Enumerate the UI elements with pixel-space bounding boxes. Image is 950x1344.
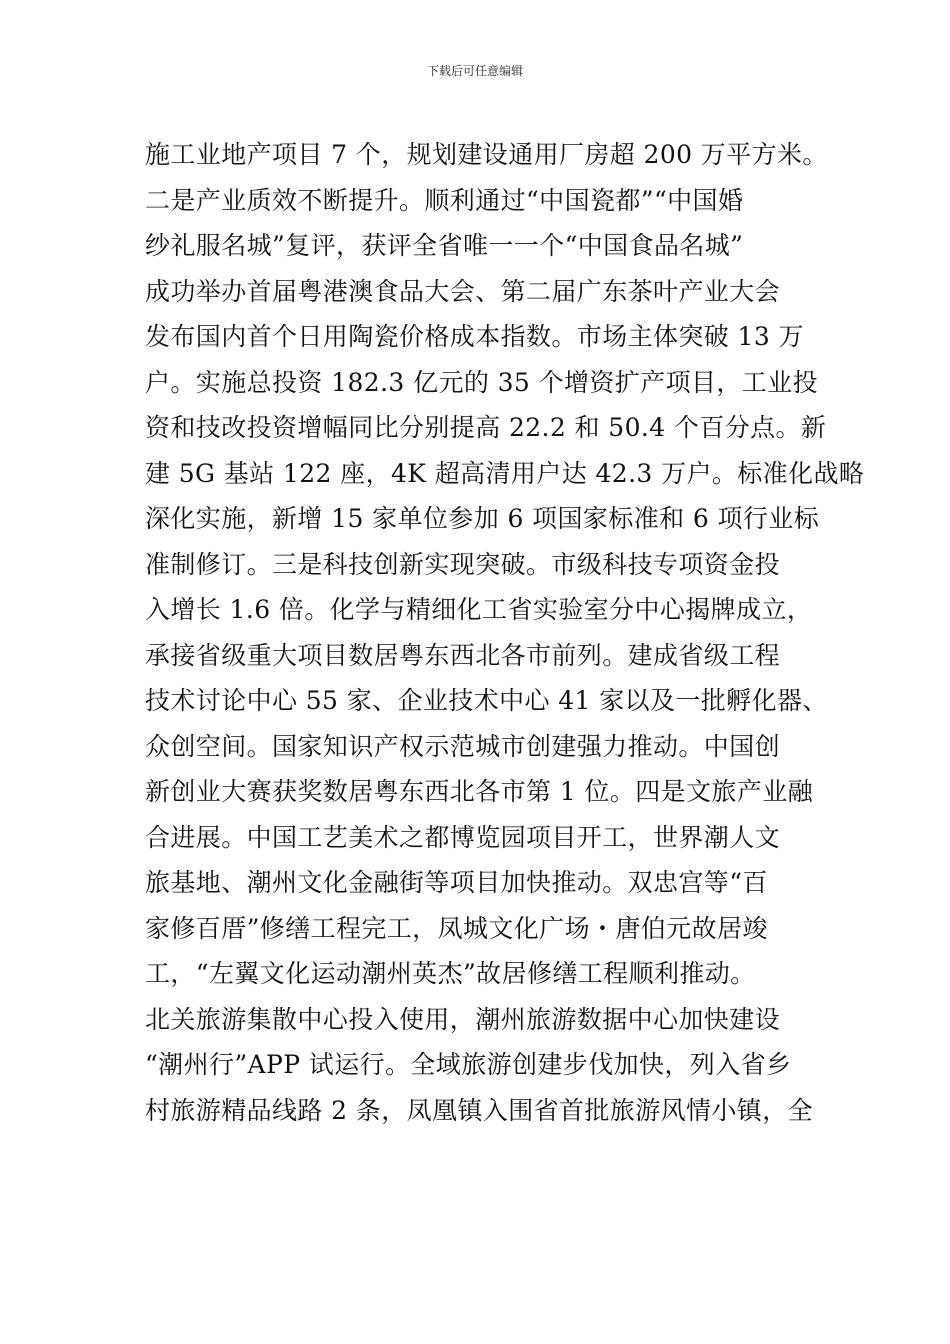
body-line: 承接省级重大项目数居粤东西北各市前列。建成省级工程: [145, 640, 781, 670]
body-line: 北关旅游集散中心投入使用，潮州旅游数据中心加快建设: [145, 1004, 781, 1034]
body-line: 建 5G 基站 122 座，4K 超高清用户达 42.3 万户。标准化战略: [145, 458, 865, 488]
body-line: 户。实施总投资 182.3 亿元的 35 个增资扩产项目，工业投: [145, 367, 818, 397]
document-body: [145, 132, 865, 1133]
body-line: 新创业大赛获奖数居粤东西北各市第 1 位。四是文旅产业融: [145, 777, 814, 806]
body-line: 家修百厝”修缮工程完工，凤城文化广场・唐伯元故居竣: [145, 913, 768, 943]
body-line: 资和技改投资增幅同比分别提高 22.2 和 50.4 个百分点。新: [145, 413, 827, 442]
body-line: 众创空间。国家知识产权示范城市创建强力推动。中国创: [145, 731, 781, 761]
body-line: 村旅游精品线路 2 条，凤凰镇入围省首批旅游风情小镇，全: [145, 1095, 814, 1125]
body-line: 纱礼服名城”复评，获评全省唯一一个“中国食品名城”: [145, 231, 744, 260]
body-line: 入增长 1.6 倍。化学与精细化工省实验室分中心揭牌成立，: [145, 595, 813, 624]
body-line: 准制修订。三是科技创新实现突破。市级科技专项资金投: [145, 549, 781, 579]
body-line: 深化实施，新增 15 家单位参加 6 项国家标准和 6 项行业标: [145, 504, 820, 533]
body-line: 合进展。中国工艺美术之都博览园项目开工，世界潮人文: [145, 822, 781, 852]
body-line: 技术讨论中心 55 家、企业技术中心 41 家以及一批孵化器、: [145, 686, 828, 715]
body-line: 成功举办首届粤港澳食品大会、第二届广东茶叶产业大会: [145, 276, 781, 306]
body-line: 旅基地、潮州文化金融街等项目加快推动。双忠宫等“百: [145, 868, 768, 897]
body-line: 发布国内首个日用陶瓷价格成本指数。市场主体突破 13 万: [145, 322, 804, 351]
body-line: 二是产业质效不断提升。顺利通过“中国瓷都”“中国婚: [145, 185, 744, 215]
body-line: 施工业地产项目 7 个，规划建设通用厂房超 200 万平方米。: [145, 140, 828, 169]
body-line: “潮州行”APP 试运行。全域旅游创建步伐加快，列入省乡: [145, 1050, 792, 1079]
page-header: 下载后可任意编辑: [426, 64, 523, 78]
body-line: 工，“左翼文化运动潮州英杰”故居修缮工程顺利推动。: [145, 959, 756, 988]
